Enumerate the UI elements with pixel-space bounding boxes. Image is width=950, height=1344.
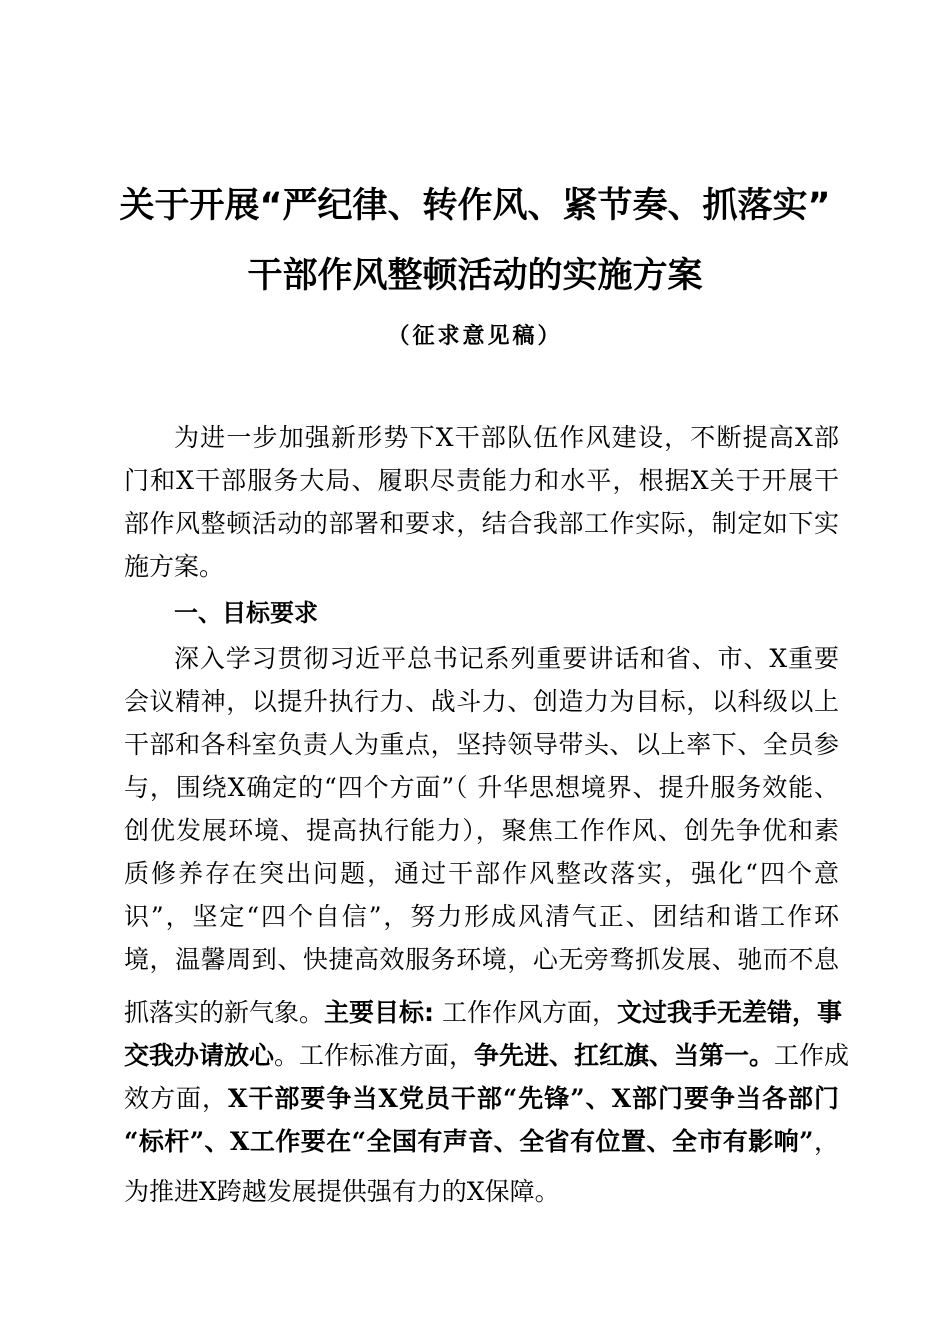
document-title-line-1: 关于开展“严纪律、转作风、紧节奏、抓落实” [119,186,831,226]
emphasis-text: 交我办请放心 [124,1041,275,1070]
section-line: 识”，坚定“四个自信”，努力形成风清气正、团结和谐工作环 [124,902,839,931]
intro-line: 部作风整顿活动的部署和要求，结合我部工作实际，制定如下实 [124,509,839,538]
section-line: 与，围绕X确定的“四个方面”（ 升华思想境界、提升服务效能、 [124,773,839,802]
section-line-mixed [124,997,842,1029]
section-line: 深入学习贯彻习近平总书记系列重要讲话和省、市、X重要 [174,644,839,673]
section-line-mixed [124,1083,839,1115]
text-run: 工作成 [774,1041,850,1070]
emphasis-text: 文过我手无差错，事 [616,998,842,1027]
section-line: 创优发展环境、提高执行能力），聚焦工作作风、创先争优和素 [124,816,839,845]
section-line: 会议精神，以提升执行力、战斗力、创造力为目标，以科级以上 [124,687,839,716]
intro-line: 门和X干部服务大局、履职尽责能力和水平，根据X关于开展干 [124,466,839,495]
emphasis-text: “标杆”、X工作要在“全国有声音、全省有位置、全市有影响” [124,1127,814,1156]
emphasis-text: 争先进、扛红旗、当第一。 [474,1041,775,1070]
text-run: 抓落实的新气象。 [124,998,325,1027]
intro-line: 施方案。 [124,552,225,581]
text-run: 效方面， [124,1084,229,1113]
section-line-mixed [124,1040,850,1072]
key-goals-label: 主要目标: [324,998,435,1027]
section-line-mixed [124,1126,839,1158]
section-line: 干部和各科室负责人为重点，坚持领导带头、以上率下、全员参 [124,730,839,759]
emphasis-text: X干部要争当X党员干部“先锋”、X部门要争当各部门 [228,1084,839,1113]
section-heading: 一、目标要求 [174,599,318,627]
section-line: 为推进X跨越发展提供强有力的X保障。 [124,1177,560,1206]
section-line: 境，温馨周到、快捷高效服务环境，心无旁骛抓发展、驰而不息 [124,945,839,974]
document-subtitle: （征求意见稿） [387,324,563,349]
section-line: 质修养存在突出问题，通过干部作风整改落实，强化“四个意 [124,859,839,888]
text-run: 。工作标准方面， [274,1041,475,1070]
intro-line: 为进一步加强新形势下X干部队伍作风建设，不断提高X部 [174,423,839,452]
text-run: ， [813,1127,839,1156]
text-run: 工作作风方面， [434,998,617,1027]
document-title-line-2: 干部作风整顿活动的实施方案 [247,256,703,296]
